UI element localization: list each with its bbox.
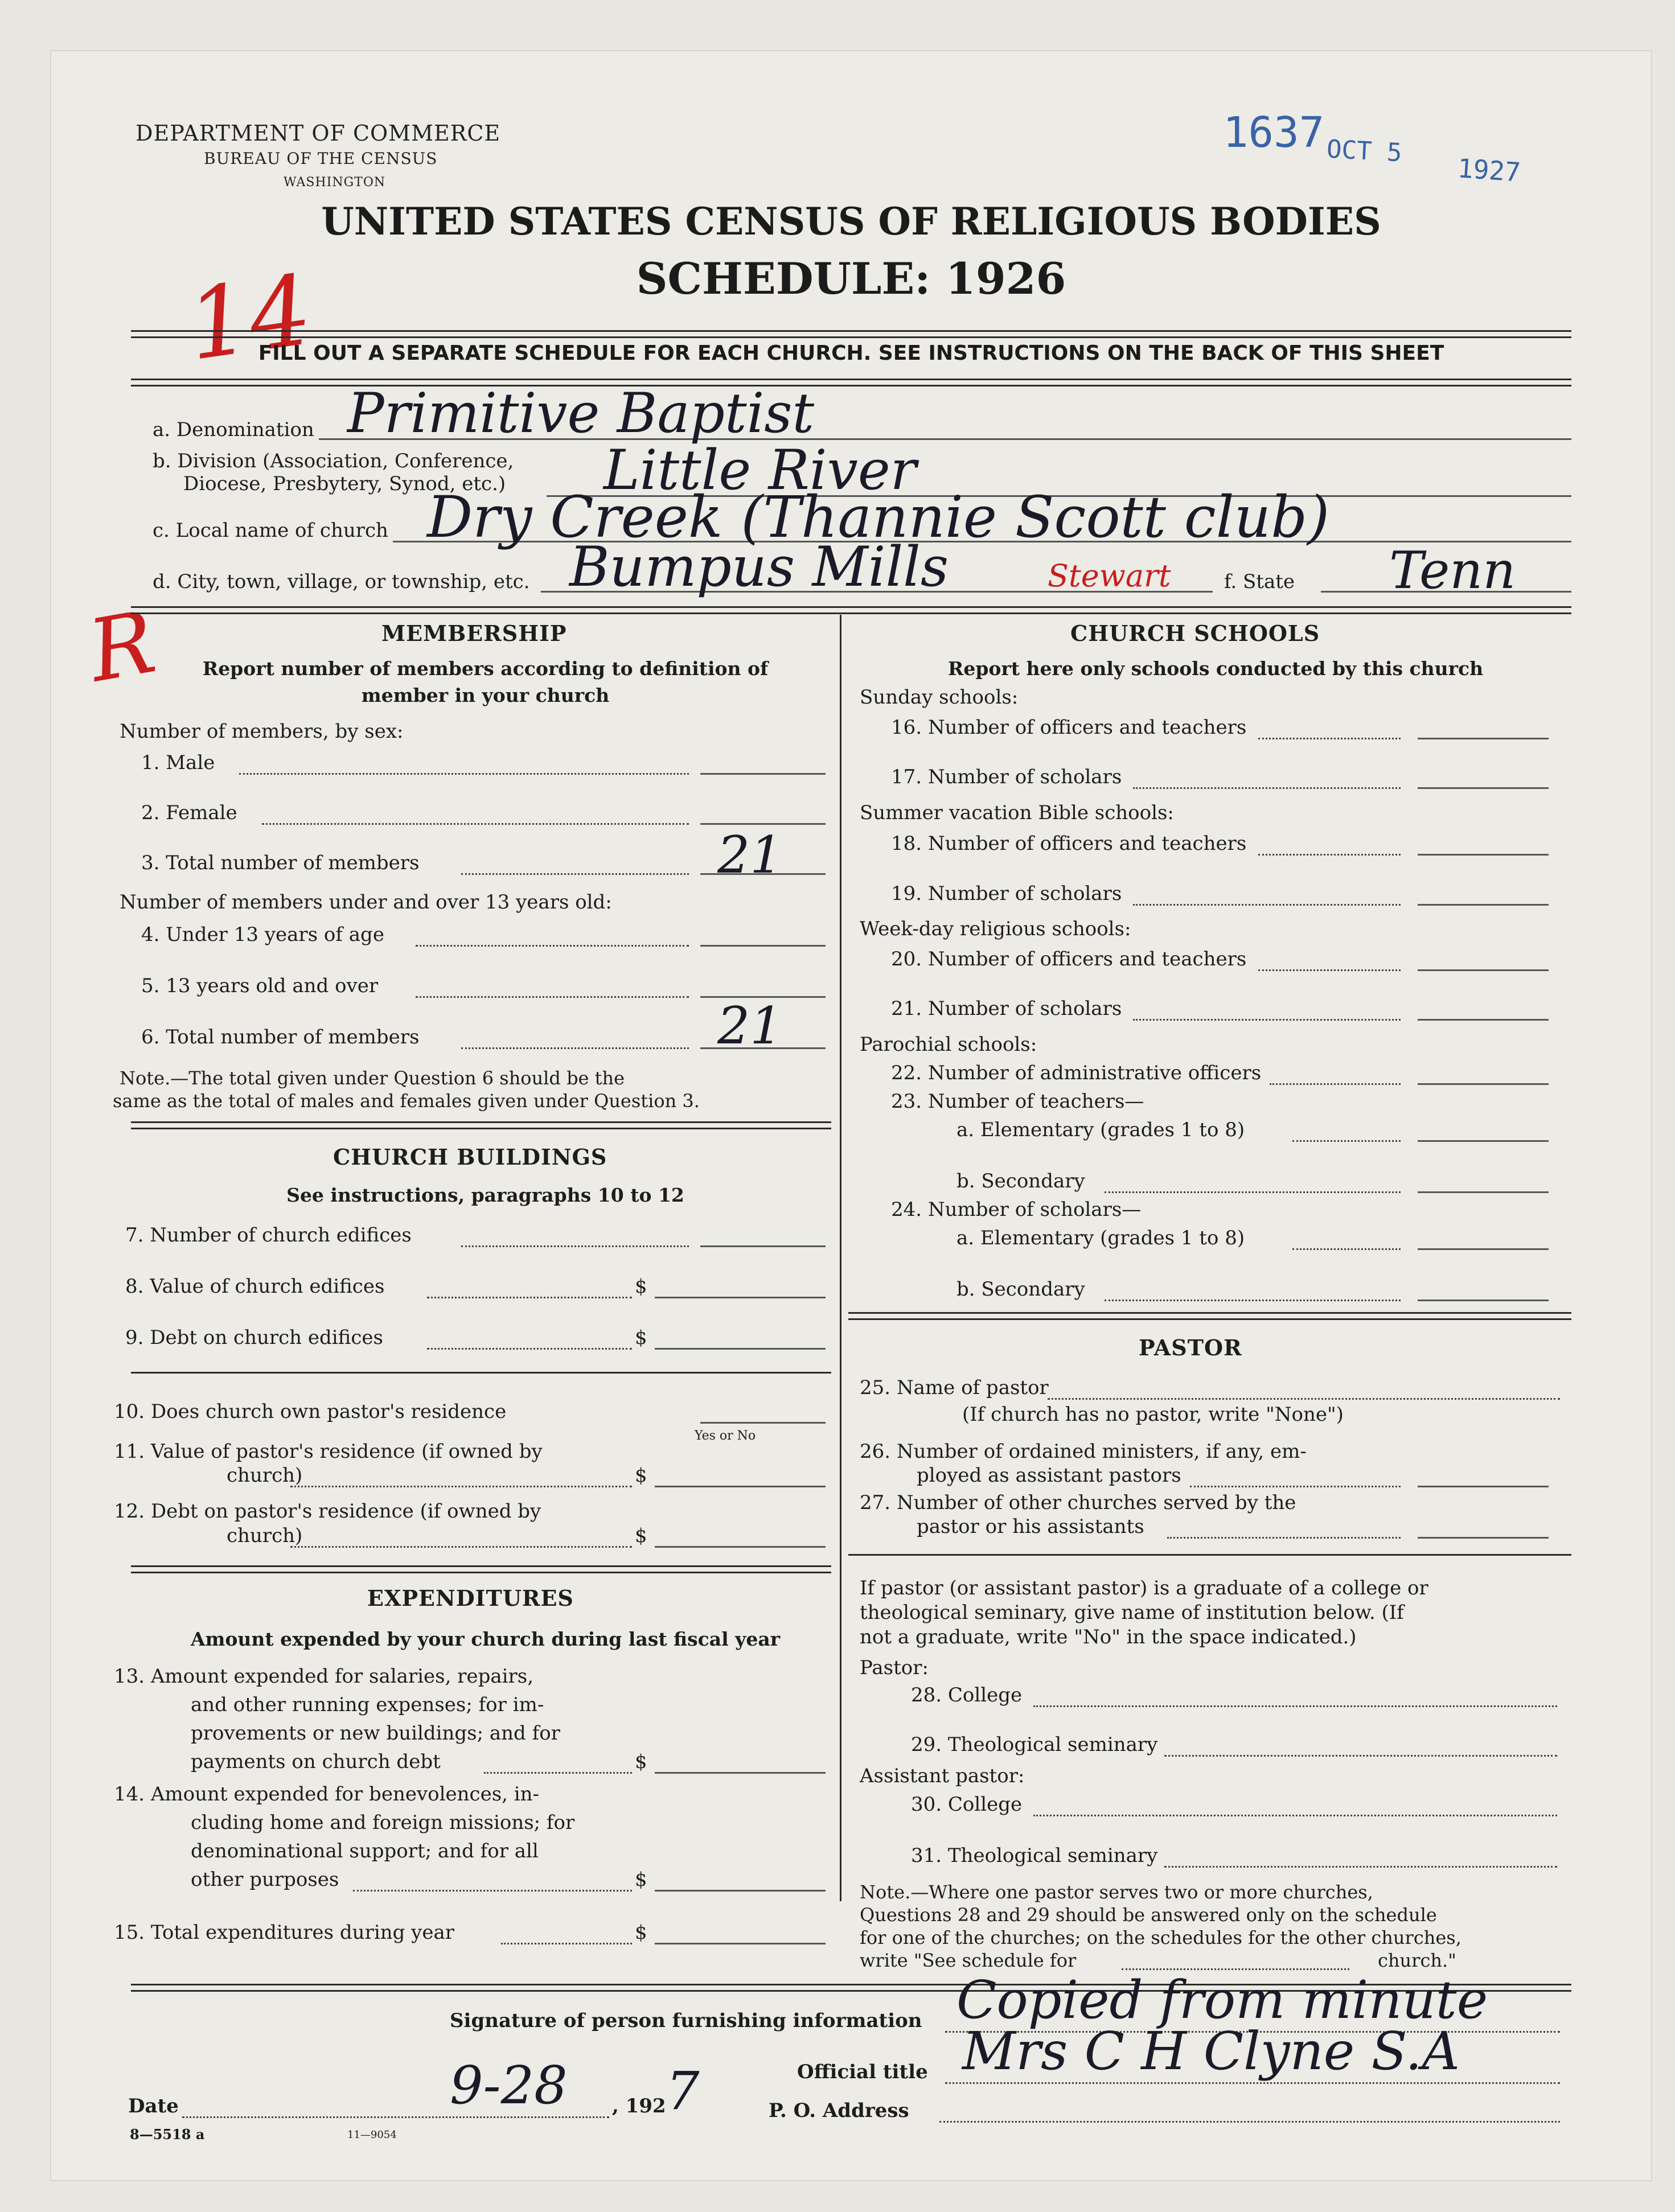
po-address-field[interactable] bbox=[939, 2121, 1560, 2123]
q25-dots bbox=[1048, 1398, 1560, 1400]
q6-total-label: 6. Total number of members bbox=[141, 1026, 420, 1049]
state-label: f. State bbox=[1224, 570, 1295, 593]
q13-label: 13. Amount expended for salaries, repairs, bbox=[114, 1665, 534, 1688]
received-stamp-year: 1927 bbox=[1456, 153, 1522, 188]
q27-field[interactable] bbox=[1418, 1537, 1549, 1539]
q27-label: 27. Number of other churches served by the bbox=[860, 1491, 1296, 1514]
pastor-note-line4: write "See schedule for bbox=[860, 1950, 1077, 1971]
members-by-age-label: Number of members under and over 13 years old: bbox=[120, 891, 612, 914]
members-by-sex-label: Number of members, by sex: bbox=[120, 720, 404, 743]
q22-field[interactable] bbox=[1418, 1083, 1549, 1085]
q24b-field[interactable] bbox=[1418, 1300, 1549, 1301]
parochial-schools-label: Parochial schools: bbox=[860, 1033, 1037, 1056]
pastor-note-line3: for one of the churches; on the schedules for the other churches, bbox=[860, 1927, 1461, 1948]
buildings-title: CHURCH BUILDINGS bbox=[333, 1144, 607, 1170]
q16-dots bbox=[1258, 738, 1401, 739]
date-value[interactable]: 9-28 bbox=[450, 2055, 568, 2116]
identification-rule bbox=[131, 606, 1571, 614]
q1-male-label: 1. Male bbox=[141, 751, 215, 774]
q2-female-label: 2. Female bbox=[141, 801, 237, 824]
q11-dots bbox=[290, 1486, 632, 1487]
column-divider bbox=[840, 615, 841, 1901]
membership-title: MEMBERSHIP bbox=[381, 620, 567, 646]
city-value: Bumpus Mills bbox=[569, 535, 949, 599]
received-stamp-number: 1637 bbox=[1223, 108, 1325, 157]
q2-female-field[interactable] bbox=[700, 823, 826, 825]
q9-dots bbox=[427, 1348, 632, 1350]
membership-note: Note.—The total given under Question 6 should be the bbox=[120, 1067, 625, 1089]
received-stamp-date: OCT 5 bbox=[1325, 134, 1403, 168]
q18-dots bbox=[1258, 854, 1401, 856]
q24b-dots bbox=[1105, 1300, 1401, 1301]
schools-title: CHURCH SCHOOLS bbox=[1070, 620, 1320, 646]
denomination-label: a. Denomination bbox=[153, 418, 314, 441]
q26-field[interactable] bbox=[1418, 1486, 1549, 1487]
q4-dots bbox=[416, 945, 689, 947]
q23a-dots bbox=[1292, 1140, 1401, 1142]
division-label-line2: Diocese, Presbytery, Synod, etc.) bbox=[183, 472, 506, 495]
q30-label: 30. College bbox=[911, 1793, 1023, 1816]
schools-rule bbox=[848, 1312, 1571, 1320]
pastor-subhead: Pastor: bbox=[860, 1656, 929, 1679]
q14-label-line3: denominational support; and for all bbox=[191, 1840, 539, 1862]
q13-label-line2: and other running expenses; for im- bbox=[191, 1693, 544, 1716]
q24b-label: b. Secondary bbox=[956, 1278, 1085, 1301]
q12-debt-field[interactable] bbox=[655, 1546, 826, 1548]
city-heading: WASHINGTON bbox=[284, 175, 386, 190]
q14-label-line4: other purposes bbox=[191, 1868, 339, 1891]
q13-dots bbox=[484, 1772, 632, 1774]
q21-field[interactable] bbox=[1418, 1019, 1549, 1021]
q10-residence-label: 10. Does church own pastor's residence bbox=[114, 1400, 507, 1423]
pastor-note: Note.—Where one pastor serves two or more churches, bbox=[860, 1881, 1373, 1903]
q14-label: 14. Amount expended for benevolences, in- bbox=[114, 1783, 540, 1806]
q15-dollar: $ bbox=[635, 1921, 647, 1944]
q22-label: 22. Number of administrative officers bbox=[891, 1062, 1262, 1084]
official-title-label: Official title bbox=[797, 2061, 928, 2083]
q11-value-label: 11. Value of pastor's residence (if owned by bbox=[114, 1440, 543, 1463]
q8-value-label: 8. Value of church edifices bbox=[125, 1275, 385, 1298]
q9-dollar: $ bbox=[635, 1326, 647, 1349]
red-mark-letter: R bbox=[81, 593, 163, 702]
q10-residence-field[interactable] bbox=[700, 1422, 826, 1424]
q14-dots bbox=[353, 1890, 632, 1892]
date-year-prefix: , 192 bbox=[612, 2095, 666, 2118]
schools-subtitle: Report here only schools conducted by this church bbox=[947, 657, 1484, 680]
q30-dots bbox=[1033, 1815, 1557, 1816]
membership-rule bbox=[131, 1121, 831, 1129]
graduate-instruction: If pastor (or assistant pastor) is a graduate of a college or bbox=[860, 1577, 1428, 1600]
buildings-subtitle: See instructions, paragraphs 10 to 12 bbox=[286, 1184, 684, 1206]
q11-value-label-line2: church) bbox=[227, 1464, 303, 1487]
q12-dots bbox=[290, 1546, 632, 1548]
instruction-banner: FILL OUT A SEPARATE SCHEDULE FOR EACH CHURCH. SEE INSTRUCTIONS ON THE BACK OF THIS SHEET bbox=[258, 342, 1444, 365]
local-name-value: Dry Creek (Thannie Scott club) bbox=[427, 484, 1330, 550]
q11-value-field[interactable] bbox=[655, 1486, 826, 1487]
graduate-instruction-line2: theological seminary, give name of institution below. (If bbox=[860, 1601, 1404, 1624]
q13-label-line3: provements or new buildings; and for bbox=[191, 1722, 560, 1745]
pastor-note-line5: church." bbox=[1378, 1950, 1456, 1971]
city-label: d. City, town, village, or township, etc. bbox=[153, 570, 530, 593]
weekday-schools-label: Week-day religious schools: bbox=[860, 918, 1131, 940]
date-label: Date bbox=[128, 2095, 179, 2118]
q29-label: 29. Theological seminary bbox=[911, 1733, 1158, 1756]
print-number: 11—9054 bbox=[347, 2129, 397, 2141]
date-dots bbox=[182, 2116, 609, 2118]
form-number: 8—5518 a bbox=[130, 2126, 205, 2143]
q31-label: 31. Theological seminary bbox=[911, 1844, 1158, 1867]
pastor-inner-rule bbox=[848, 1554, 1571, 1556]
state-value: Tenn bbox=[1389, 541, 1516, 601]
q24a-field[interactable] bbox=[1418, 1248, 1549, 1250]
buildings-inner-rule bbox=[131, 1372, 831, 1374]
q23b-dots bbox=[1105, 1191, 1401, 1193]
graduate-instruction-line3: not a graduate, write "No" in the space indicated.) bbox=[860, 1626, 1357, 1648]
q8-dots bbox=[427, 1297, 632, 1298]
q27-dots bbox=[1167, 1537, 1401, 1539]
q10-yes-no-hint: Yes or No bbox=[695, 1429, 756, 1443]
membership-subtitle-line2: member in your church bbox=[361, 684, 610, 706]
q1-male-field[interactable] bbox=[700, 773, 826, 775]
q9-debt-field[interactable] bbox=[655, 1348, 826, 1350]
q3-dots bbox=[461, 873, 689, 875]
division-label: b. Division (Association, Conference, bbox=[153, 450, 514, 472]
official-title-dots bbox=[945, 2082, 1560, 2084]
buildings-rule bbox=[131, 1565, 831, 1573]
q23a-label: a. Elementary (grades 1 to 8) bbox=[956, 1119, 1245, 1141]
q8-value-field[interactable] bbox=[655, 1297, 826, 1298]
q6-dots bbox=[461, 1047, 689, 1049]
county-red-value: Stewart bbox=[1048, 558, 1171, 594]
q31-dots bbox=[1164, 1866, 1557, 1868]
summer-schools-label: Summer vacation Bible schools: bbox=[860, 801, 1174, 824]
q16-label: 16. Number of officers and teachers bbox=[891, 716, 1247, 739]
membership-subtitle: Report number of members according to definition of bbox=[202, 657, 769, 680]
q12-dollar: $ bbox=[635, 1524, 647, 1547]
q1-dots bbox=[239, 773, 689, 775]
q21-dots bbox=[1133, 1019, 1401, 1021]
q23-label: 23. Number of teachers— bbox=[891, 1090, 1144, 1113]
expenditures-title: EXPENDITURES bbox=[367, 1585, 574, 1611]
pastor-title: PASTOR bbox=[1139, 1335, 1242, 1360]
q15-total-field[interactable] bbox=[655, 1943, 826, 1944]
date-year-digit: 7 bbox=[666, 2061, 700, 2121]
sunday-schools-label: Sunday schools: bbox=[860, 686, 1019, 709]
local-name-label: c. Local name of church bbox=[153, 519, 388, 542]
form-title: UNITED STATES CENSUS OF RELIGIOUS BODIES bbox=[321, 199, 1381, 244]
schedule-title: SCHEDULE: 1926 bbox=[636, 253, 1066, 304]
q25-note: (If church has no pastor, write "None") bbox=[962, 1403, 1344, 1426]
q14-dollar: $ bbox=[635, 1868, 647, 1891]
q11-dollar: $ bbox=[635, 1464, 647, 1487]
q20-label: 20. Number of officers and teachers bbox=[891, 948, 1247, 971]
q16-field[interactable] bbox=[1418, 738, 1549, 739]
denomination-value: Primitive Baptist bbox=[347, 381, 815, 445]
q17-label: 17. Number of scholars bbox=[891, 766, 1122, 788]
q28-label: 28. College bbox=[911, 1684, 1023, 1707]
q23b-field[interactable] bbox=[1418, 1191, 1549, 1193]
q13-dollar: $ bbox=[635, 1750, 647, 1773]
q24a-label: a. Elementary (grades 1 to 8) bbox=[956, 1227, 1245, 1249]
q2-dots bbox=[262, 823, 689, 825]
department-heading: DEPARTMENT OF COMMERCE bbox=[136, 121, 501, 146]
q4-under13-label: 4. Under 13 years of age bbox=[141, 923, 384, 946]
expenditures-subtitle: Amount expended by your church during last fiscal year bbox=[190, 1628, 781, 1650]
membership-note-line2: same as the total of males and females given under Question 3. bbox=[113, 1090, 700, 1112]
q18-label: 18. Number of officers and teachers bbox=[891, 832, 1247, 855]
q13-label-line4: payments on church debt bbox=[191, 1750, 441, 1773]
q5-over13-label: 5. 13 years old and over bbox=[141, 975, 379, 997]
q15-label: 15. Total expenditures during year bbox=[114, 1921, 455, 1944]
q29-dots bbox=[1164, 1755, 1557, 1757]
bureau-heading: BUREAU OF THE CENSUS bbox=[204, 149, 438, 168]
q19-field[interactable] bbox=[1418, 904, 1549, 906]
q21-label: 21. Number of scholars bbox=[891, 997, 1122, 1020]
q19-label: 19. Number of scholars bbox=[891, 882, 1122, 905]
q17-dots bbox=[1133, 787, 1401, 789]
q26-dots bbox=[1190, 1486, 1401, 1487]
q8-dollar: $ bbox=[635, 1275, 647, 1298]
q18-field[interactable] bbox=[1418, 854, 1549, 856]
q23a-field[interactable] bbox=[1418, 1140, 1549, 1142]
q23b-label: b. Secondary bbox=[956, 1170, 1085, 1193]
q15-dots bbox=[501, 1943, 632, 1944]
q26-label-line2: ployed as assistant pastors bbox=[917, 1464, 1181, 1487]
q4-under13-field[interactable] bbox=[700, 945, 826, 947]
q14-amount-field[interactable] bbox=[655, 1890, 826, 1892]
q26-label: 26. Number of ordained ministers, if any, em- bbox=[860, 1440, 1307, 1463]
q5-dots bbox=[416, 996, 689, 998]
red-mark-number: 14 bbox=[180, 253, 319, 383]
q19-dots bbox=[1133, 904, 1401, 906]
q20-field[interactable] bbox=[1418, 969, 1549, 971]
q6-total-value: 21 bbox=[717, 996, 783, 1056]
q14-label-line2: cluding home and foreign missions; for bbox=[191, 1811, 575, 1834]
q12-debt-label-line2: church) bbox=[227, 1524, 303, 1547]
q7-edifices-label: 7. Number of church edifices bbox=[125, 1224, 412, 1247]
q20-dots bbox=[1258, 969, 1401, 971]
q3-total-label: 3. Total number of members bbox=[141, 852, 420, 874]
q24-label: 24. Number of scholars— bbox=[891, 1198, 1142, 1221]
po-address-label: P. O. Address bbox=[769, 2099, 909, 2122]
division-value: Little River bbox=[604, 438, 917, 502]
header-rule bbox=[131, 330, 1571, 338]
pastor-note-line2: Questions 28 and 29 should be answered only on the schedule bbox=[860, 1904, 1437, 1926]
census-schedule-sheet bbox=[51, 51, 1651, 2180]
q7-edifices-field[interactable] bbox=[700, 1245, 826, 1247]
assistant-pastor-subhead: Assistant pastor: bbox=[860, 1765, 1025, 1787]
q28-dots bbox=[1033, 1705, 1557, 1707]
q24a-dots bbox=[1292, 1248, 1401, 1250]
q7-dots bbox=[461, 1245, 689, 1247]
signature-value[interactable]: Copied from minute bbox=[956, 1970, 1488, 2030]
q13-amount-field[interactable] bbox=[655, 1772, 826, 1774]
q12-debt-label: 12. Debt on pastor's residence (if owned by bbox=[114, 1500, 541, 1523]
q9-debt-label: 9. Debt on church edifices bbox=[125, 1326, 383, 1349]
q22-dots bbox=[1270, 1083, 1401, 1085]
q27-label-line2: pastor or his assistants bbox=[917, 1515, 1144, 1538]
q3-total-value: 21 bbox=[717, 825, 783, 885]
q17-field[interactable] bbox=[1418, 787, 1549, 789]
signature-label: Signature of person furnishing information bbox=[450, 2009, 922, 2032]
official-title-value[interactable]: Mrs C H Clyne S.A bbox=[962, 2021, 1460, 2082]
q25-label: 25. Name of pastor bbox=[860, 1376, 1049, 1399]
